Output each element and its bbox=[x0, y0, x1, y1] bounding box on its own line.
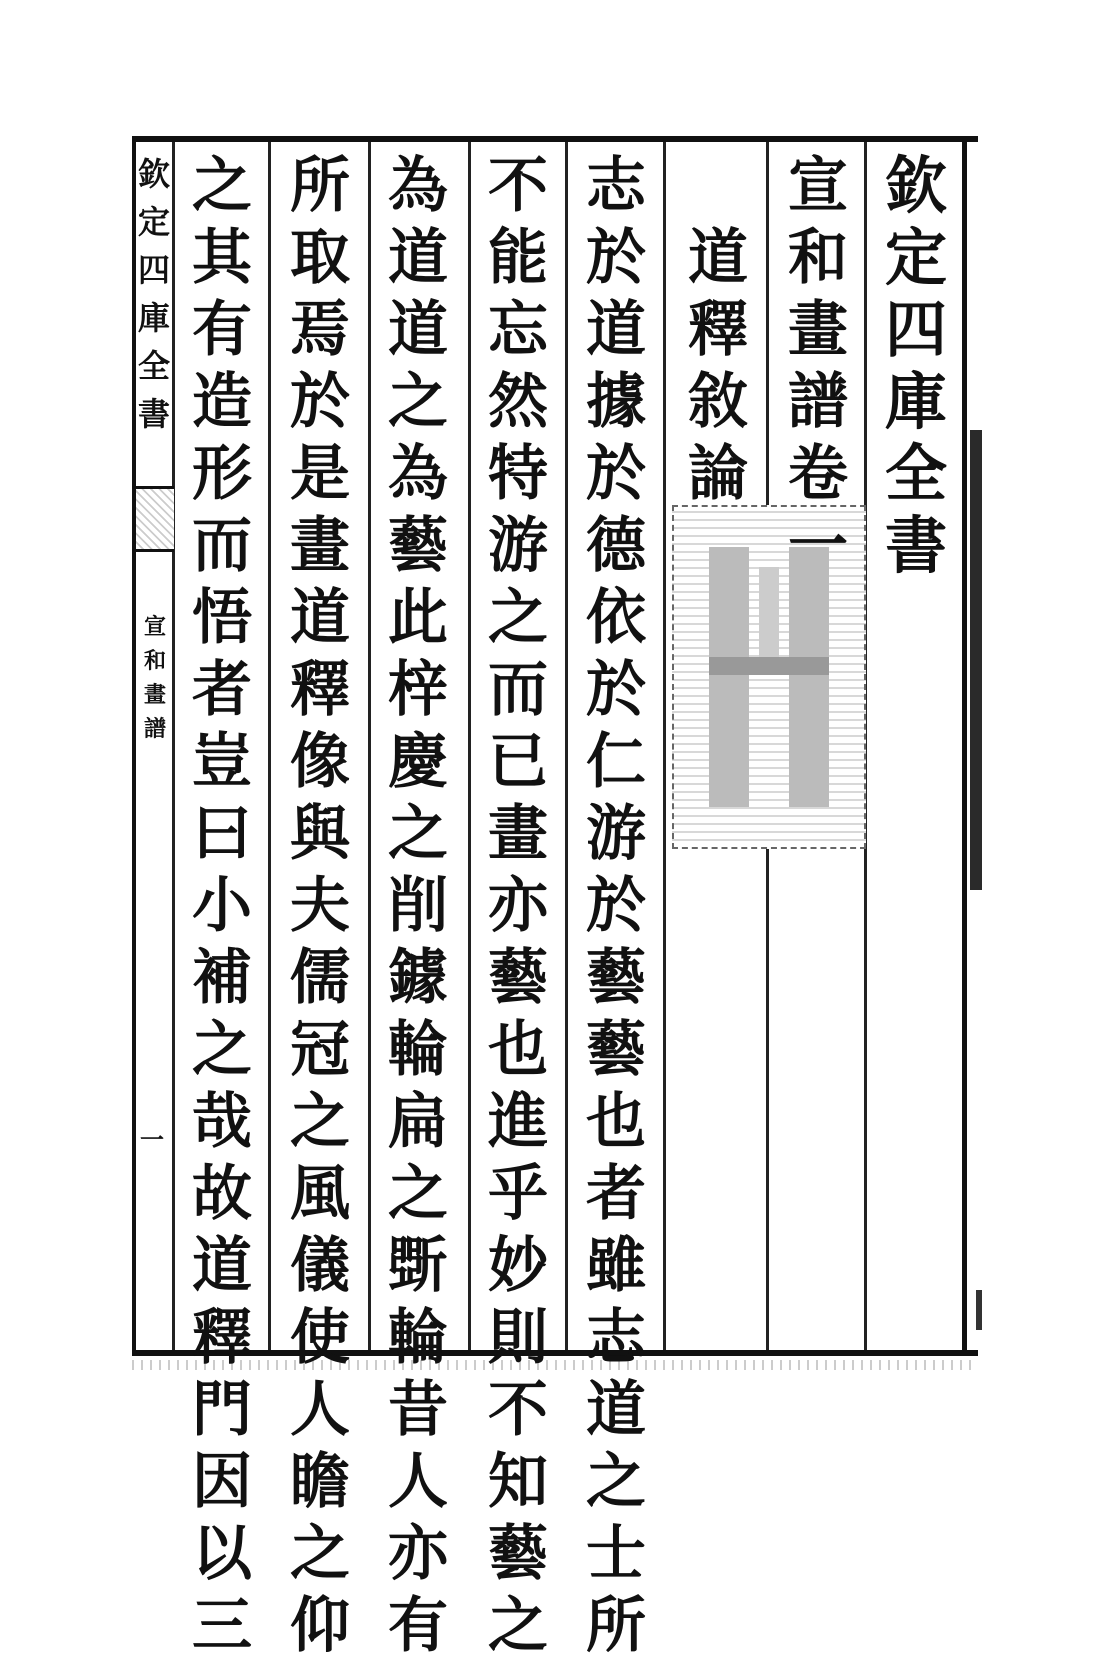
character: 能 bbox=[488, 223, 548, 293]
character: 之 bbox=[488, 583, 548, 653]
character: 已 bbox=[488, 727, 548, 797]
character: 士 bbox=[586, 1519, 646, 1589]
character: 游 bbox=[586, 799, 646, 869]
character: 儀 bbox=[290, 1231, 350, 1301]
character: 畫 bbox=[290, 511, 350, 581]
character: 也 bbox=[586, 1087, 646, 1157]
volume-title-column bbox=[770, 150, 866, 582]
character: 人 bbox=[388, 1447, 448, 1517]
character: 不 bbox=[488, 151, 548, 221]
character: 藝 bbox=[586, 1015, 646, 1085]
character: 是 bbox=[290, 439, 350, 509]
character: 所 bbox=[290, 151, 350, 221]
character: 人 bbox=[290, 1375, 350, 1445]
character: 昔 bbox=[388, 1375, 448, 1445]
character: 之 bbox=[192, 1015, 252, 1085]
character: 雖 bbox=[586, 1231, 646, 1301]
character: 之 bbox=[192, 151, 252, 221]
character: 道 bbox=[586, 295, 646, 365]
character: 於 bbox=[586, 871, 646, 941]
character: 庫 bbox=[137, 299, 170, 337]
character: 有 bbox=[192, 295, 252, 365]
character: 畫 bbox=[143, 682, 166, 708]
character: 藝 bbox=[586, 943, 646, 1013]
character: 四 bbox=[884, 293, 947, 366]
character: 道 bbox=[290, 583, 350, 653]
character: 道 bbox=[688, 223, 748, 293]
character: 於 bbox=[586, 439, 646, 509]
character: 全 bbox=[884, 437, 947, 510]
character: 夫 bbox=[290, 871, 350, 941]
character: 為 bbox=[388, 439, 448, 509]
character: 瞻 bbox=[290, 1447, 350, 1517]
character: 之 bbox=[388, 367, 448, 437]
character: 形 bbox=[192, 439, 252, 509]
character: 仁 bbox=[586, 727, 646, 797]
side-running-title bbox=[136, 150, 172, 438]
character: 削 bbox=[388, 871, 448, 941]
character: 梓 bbox=[388, 655, 448, 725]
character: 不 bbox=[488, 1375, 548, 1445]
edge-mark-bottom bbox=[976, 1290, 982, 1330]
character: 宣 bbox=[788, 151, 848, 221]
character: 補 bbox=[192, 943, 252, 1013]
character: 故 bbox=[192, 1159, 252, 1229]
character: 之 bbox=[290, 1519, 350, 1589]
character: 哉 bbox=[192, 1087, 252, 1157]
character: 因 bbox=[192, 1447, 252, 1517]
character: 乎 bbox=[488, 1159, 548, 1229]
character: 書 bbox=[884, 509, 947, 582]
character: 而 bbox=[192, 511, 252, 581]
character: 一 bbox=[788, 511, 848, 581]
character: 論 bbox=[688, 439, 748, 509]
character: 此 bbox=[388, 583, 448, 653]
character: 德 bbox=[586, 511, 646, 581]
character: 志 bbox=[586, 1303, 646, 1373]
character: 譜 bbox=[788, 367, 848, 437]
character: 小 bbox=[192, 871, 252, 941]
character: 譜 bbox=[143, 716, 166, 742]
character: 輪 bbox=[388, 1015, 448, 1085]
character: 釋 bbox=[192, 1303, 252, 1373]
character: 有 bbox=[388, 1591, 448, 1661]
character: 亦 bbox=[488, 871, 548, 941]
side-sub-title bbox=[140, 610, 170, 746]
character: 全 bbox=[137, 347, 170, 385]
character: 以 bbox=[192, 1519, 252, 1589]
character: 於 bbox=[290, 367, 350, 437]
character: 則 bbox=[488, 1303, 548, 1373]
character: 於 bbox=[586, 223, 646, 293]
character: 輪 bbox=[388, 1303, 448, 1373]
character: 書 bbox=[137, 395, 170, 433]
character: 依 bbox=[586, 583, 646, 653]
character: 造 bbox=[192, 367, 252, 437]
text-column-3 bbox=[370, 150, 466, 1662]
character: 仰 bbox=[290, 1591, 350, 1661]
section-title-column bbox=[670, 222, 766, 510]
character: 扁 bbox=[388, 1087, 448, 1157]
frame-top-rule bbox=[132, 136, 978, 142]
character: 道 bbox=[388, 223, 448, 293]
character: 進 bbox=[488, 1087, 548, 1157]
character: 據 bbox=[586, 367, 646, 437]
character: 之 bbox=[388, 1159, 448, 1229]
character: 悟 bbox=[192, 583, 252, 653]
character: 曰 bbox=[192, 799, 252, 869]
character: 欽 bbox=[137, 155, 170, 193]
page-number: 一 bbox=[140, 1125, 164, 1154]
character: 之 bbox=[488, 1591, 548, 1661]
character: 道 bbox=[388, 295, 448, 365]
edge-mark bbox=[970, 430, 982, 890]
character: 為 bbox=[388, 151, 448, 221]
character: 特 bbox=[488, 439, 548, 509]
character: 卷 bbox=[788, 439, 848, 509]
text-column-1 bbox=[568, 150, 664, 1662]
character: 畫 bbox=[488, 799, 548, 869]
character: 敘 bbox=[688, 367, 748, 437]
character: 藝 bbox=[488, 1519, 548, 1589]
character: 也 bbox=[488, 1015, 548, 1085]
character: 宣 bbox=[143, 614, 166, 640]
character: 四 bbox=[137, 251, 170, 289]
collection-title-column bbox=[868, 150, 964, 582]
character: 和 bbox=[143, 648, 166, 674]
character: 之 bbox=[388, 799, 448, 869]
character: 所 bbox=[586, 1591, 646, 1661]
character: 鐻 bbox=[388, 943, 448, 1013]
character: 使 bbox=[290, 1303, 350, 1373]
character: 焉 bbox=[290, 295, 350, 365]
character: 儒 bbox=[290, 943, 350, 1013]
character: 於 bbox=[586, 655, 646, 725]
character: 者 bbox=[586, 1159, 646, 1229]
character: 然 bbox=[488, 367, 548, 437]
character: 志 bbox=[586, 151, 646, 221]
character: 藝 bbox=[488, 943, 548, 1013]
text-column-5 bbox=[174, 150, 270, 1662]
character: 之 bbox=[290, 1087, 350, 1157]
character: 取 bbox=[290, 223, 350, 293]
text-column-4 bbox=[272, 150, 368, 1662]
character: 斲 bbox=[388, 1231, 448, 1301]
character: 其 bbox=[192, 223, 252, 293]
character: 道 bbox=[192, 1231, 252, 1301]
character: 慶 bbox=[388, 727, 448, 797]
character: 風 bbox=[290, 1159, 350, 1229]
character: 三 bbox=[192, 1591, 252, 1661]
character: 庫 bbox=[884, 365, 947, 438]
character: 游 bbox=[488, 511, 548, 581]
character: 冠 bbox=[290, 1015, 350, 1085]
character: 和 bbox=[788, 223, 848, 293]
character: 者 bbox=[192, 655, 252, 725]
character: 欽 bbox=[884, 149, 947, 222]
text-column-2 bbox=[470, 150, 566, 1662]
character: 定 bbox=[137, 203, 170, 241]
character: 定 bbox=[884, 221, 947, 294]
character: 知 bbox=[488, 1447, 548, 1517]
character: 釋 bbox=[290, 655, 350, 725]
character: 亦 bbox=[388, 1519, 448, 1589]
character: 與 bbox=[290, 799, 350, 869]
fish-tail-mark bbox=[136, 486, 174, 552]
character: 像 bbox=[290, 727, 350, 797]
character: 門 bbox=[192, 1375, 252, 1445]
character: 妙 bbox=[488, 1231, 548, 1301]
character: 而 bbox=[488, 655, 548, 725]
character: 藝 bbox=[388, 511, 448, 581]
character: 之 bbox=[586, 1447, 646, 1517]
character: 忘 bbox=[488, 295, 548, 365]
character: 釋 bbox=[688, 295, 748, 365]
character: 道 bbox=[586, 1375, 646, 1445]
character: 畫 bbox=[788, 295, 848, 365]
character: 豈 bbox=[192, 727, 252, 797]
